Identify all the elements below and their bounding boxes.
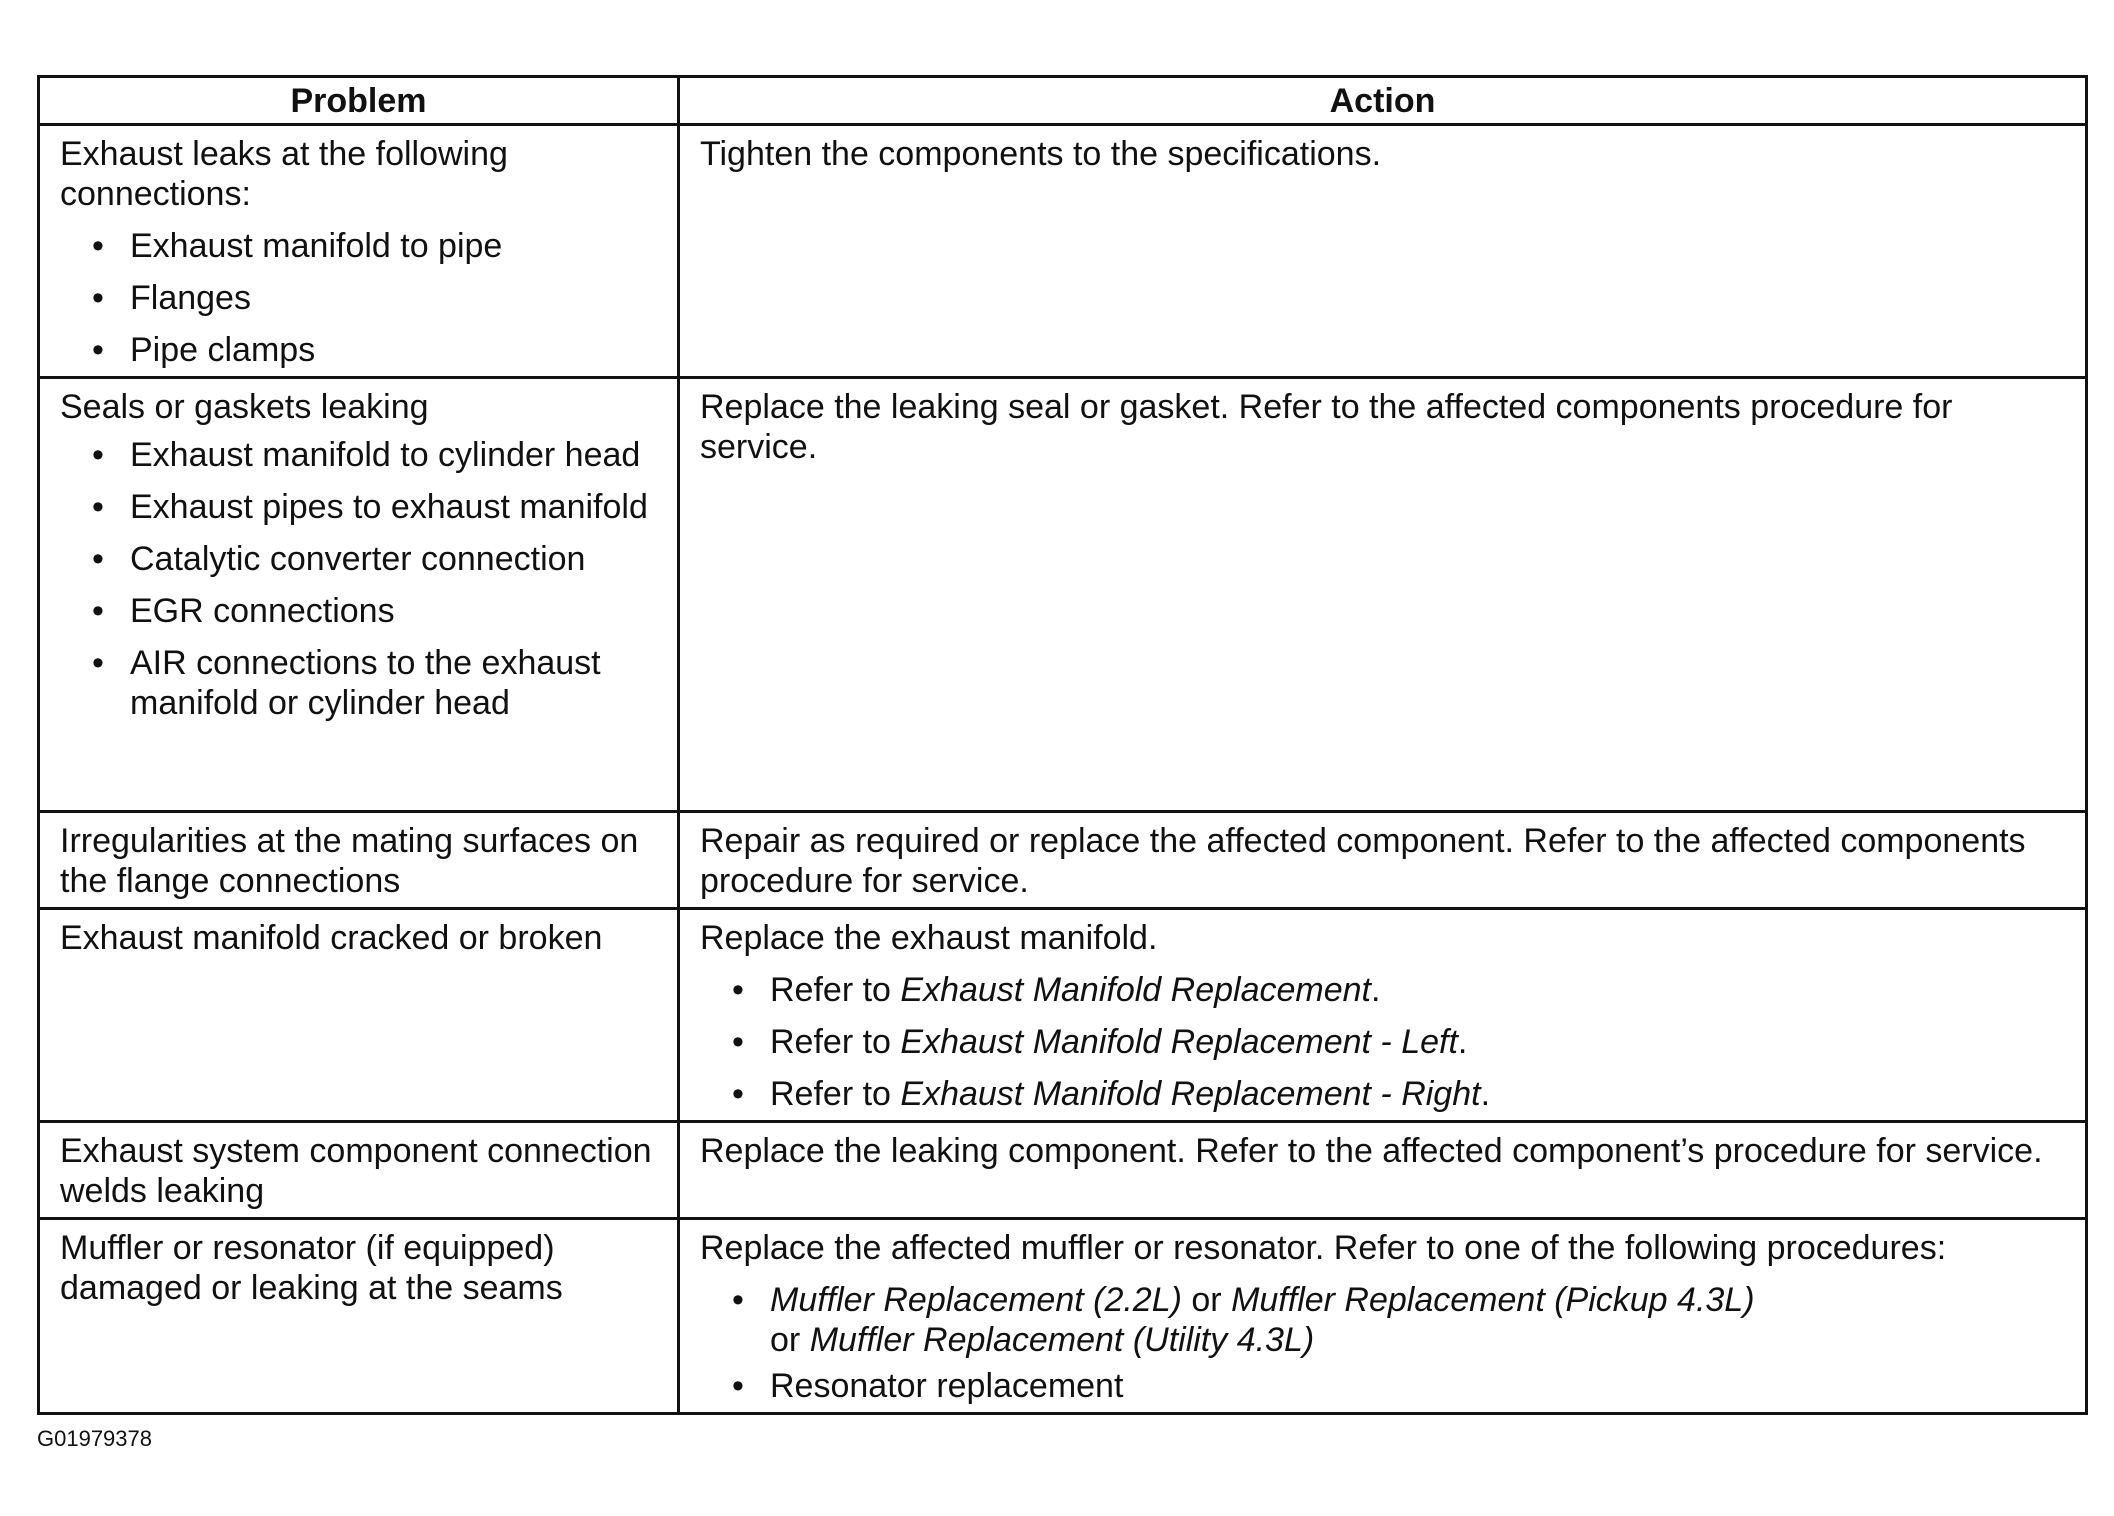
connector-text: or	[1181, 1281, 1232, 1319]
figure-id: G01979378	[37, 1426, 152, 1451]
header-row	[39, 77, 2087, 125]
problem-cell	[39, 378, 679, 812]
action-text: Replace the leaking seal or gasket. Refer to the affected components procedure for service.	[700, 388, 1953, 466]
problem-text: Muffler or resonator (if equipped) damaged or leaking at the seams	[60, 1229, 563, 1307]
procedure-reference: Muffler Replacement (Utility 4.3L)	[809, 1321, 1315, 1359]
refer-suffix: .	[1480, 1075, 1491, 1113]
action-cell	[679, 1122, 2087, 1219]
connector-text: or	[770, 1321, 810, 1359]
action-cell	[679, 812, 2087, 909]
action-cell	[679, 1219, 2087, 1414]
action-text: Replace the leaking component. Refer to the affected component’s procedure for service.	[700, 1132, 2043, 1170]
action-column-header: Action	[679, 77, 2087, 125]
action-text: Tighten the components to the specifications.	[700, 135, 1382, 173]
action-cell	[679, 125, 2087, 378]
list-item: • Flanges	[60, 278, 667, 318]
problem-text: Exhaust manifold cracked or broken	[60, 919, 603, 957]
list-item: • Exhaust pipes to exhaust manifold	[60, 487, 667, 527]
list-item: • AIR connections to the exhaust manifold or cylinder head	[60, 643, 667, 723]
procedure-reference: Exhaust Manifold Replacement - Right	[900, 1075, 1481, 1113]
refer-suffix: .	[1457, 1023, 1468, 1061]
problem-bullet-list	[60, 435, 667, 723]
table-row	[39, 378, 2087, 812]
problem-cell	[39, 812, 679, 909]
problem-text: Irregularities at the mating surfaces on the flange connections	[60, 822, 639, 900]
table-row	[39, 812, 2087, 909]
refer-prefix: Refer to	[770, 1023, 901, 1061]
problem-column-header: Problem	[39, 77, 679, 125]
list-item: • EGR connections	[60, 591, 667, 631]
list-item	[700, 1022, 2075, 1062]
list-item: • Exhaust manifold to pipe	[60, 226, 667, 266]
problem-cell	[39, 125, 679, 378]
refer-prefix: Refer to	[770, 1075, 901, 1113]
action-text: Replace the exhaust manifold.	[700, 919, 1158, 957]
list-item	[700, 970, 2075, 1010]
diagnostic-table	[37, 75, 2088, 1415]
list-item: • Catalytic converter connection	[60, 539, 667, 579]
procedure-reference: Muffler Replacement (Pickup 4.3L)	[1231, 1281, 1755, 1319]
procedure-reference: Exhaust Manifold Replacement - Left	[900, 1023, 1458, 1061]
action-cell	[679, 909, 2087, 1122]
action-bullet-list	[700, 1280, 2075, 1406]
list-item: • Pipe clamps	[60, 330, 667, 370]
action-text: Repair as required or replace the affected component. Refer to the affected components procedure for service.	[700, 822, 2026, 900]
table-row	[39, 1219, 2087, 1414]
procedure-reference: Muffler Replacement (2.2L)	[770, 1281, 1182, 1319]
list-item	[700, 1074, 2075, 1114]
refer-prefix: Refer to	[770, 971, 901, 1009]
problem-cell	[39, 1122, 679, 1219]
problem-text: Exhaust system component connection welds leaking	[60, 1132, 652, 1210]
list-item: • Exhaust manifold to cylinder head	[60, 435, 667, 475]
problem-cell	[39, 909, 679, 1122]
refer-suffix: .	[1370, 971, 1381, 1009]
action-text: Replace the affected muffler or resonator. Refer to one of the following procedures:	[700, 1229, 1947, 1267]
problem-text: Seals or gaskets leaking	[60, 388, 429, 426]
problem-cell	[39, 1219, 679, 1414]
procedure-reference: Exhaust Manifold Replacement	[900, 971, 1371, 1009]
table-row	[39, 125, 2087, 378]
list-item	[700, 1280, 2075, 1360]
action-bullet-list	[700, 970, 2075, 1114]
action-cell	[679, 378, 2087, 812]
list-item: • Resonator replacement	[700, 1366, 2075, 1406]
problem-bullet-list	[60, 226, 667, 370]
table-row	[39, 1122, 2087, 1219]
problem-text: Exhaust leaks at the following connections:	[60, 135, 508, 213]
table-row	[39, 909, 2087, 1122]
